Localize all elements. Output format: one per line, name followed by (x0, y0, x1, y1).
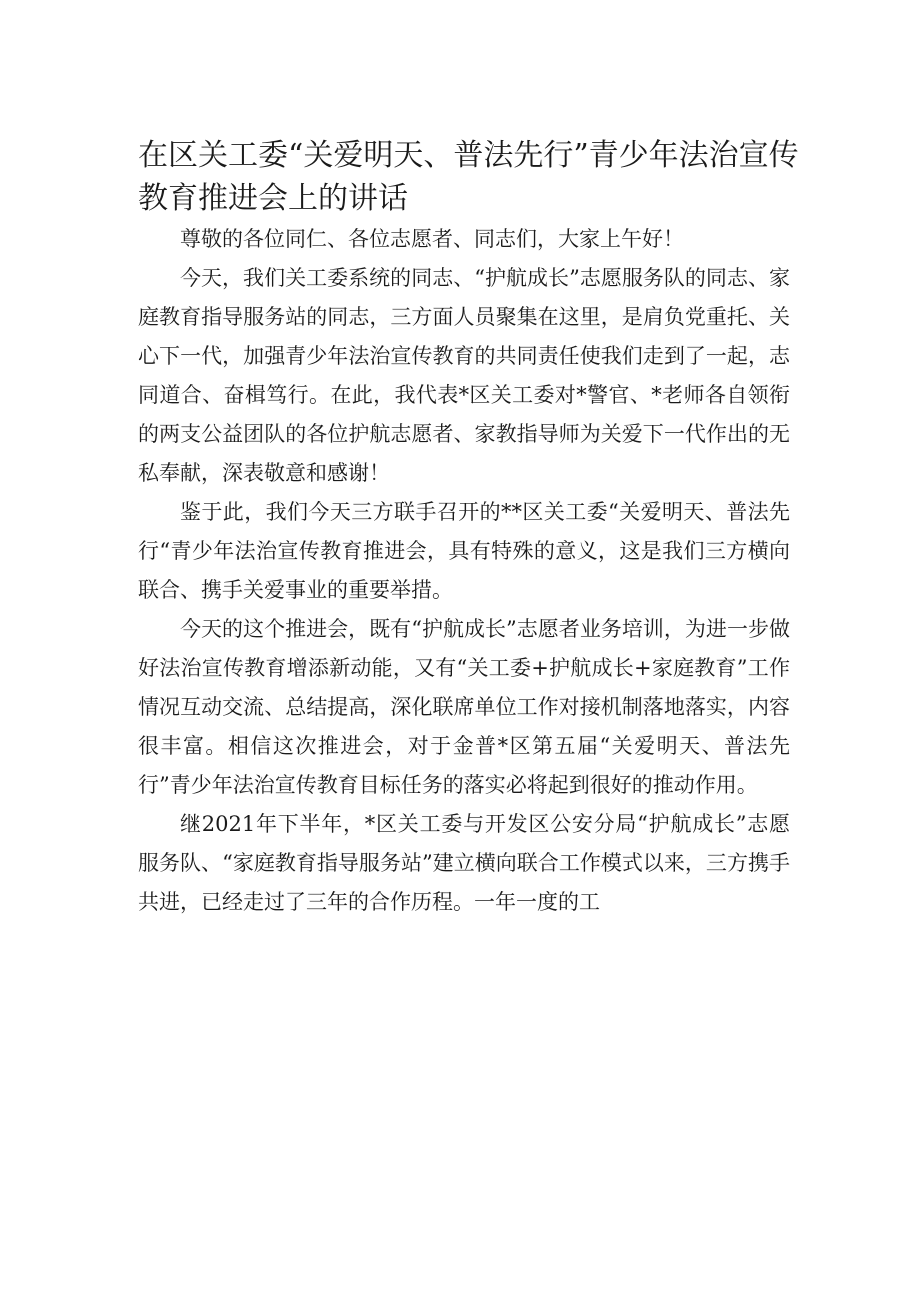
paragraph: 今天，我们关工委系统的同志、“护航成长”志愿服务队的同志、家庭教育指导服务站的同志，三方面人员聚集在这里，是肩负党重托、关心下一代，加强青少年法治宣传教育的共同责任使我们走到了一起，志同道合、奋楫笃行。在此，我代表*区关工委对*警官、*老师各自领衔的两支公益团队的各位护航志愿者、家教指导师为关爱下一代作出的无私奉献，深表敬意和感谢！ (138, 266, 790, 485)
paragraph: 今天的这个推进会，既有“护航成长”志愿者业务培训，为进一步做好法治宣传教育增添新动能，又有“关工委+护航成长+家庭教育”工作情况互动交流、总结提高，深化联席单位工作对接机制落地落实，内容很丰富。相信这次推进会，对于金普*区第五届“关爱明天、普法先行”青少年法治宣传教育目标任务的落实必将起到很好的推动作用。 (138, 617, 790, 797)
paragraph: 继2021年下半年，*区关工委与开发区公安分局“护航成长”志愿服务队、“家庭教育指导服务站”建立横向联合工作模式以来，三方携手共进，已经走过了三年的合作历程。一年一度的工 (138, 812, 790, 914)
paragraph-greeting: 尊敬的各位同仁、各位志愿者、同志们，大家上午好！ (180, 227, 684, 251)
document-title: 在区关工委“关爱明天、普法先行”青少年法治宣传教育推进会上的讲话 (138, 138, 799, 216)
paragraph: 鉴于此，我们今天三方联手召开的**区关工委“关爱明天、普法先行“青少年法治宣传教育推进会，具有特殊的意义，这是我们三方横向联合、携手关爱事业的重要举措。 (138, 500, 790, 602)
document-body (138, 220, 790, 922)
